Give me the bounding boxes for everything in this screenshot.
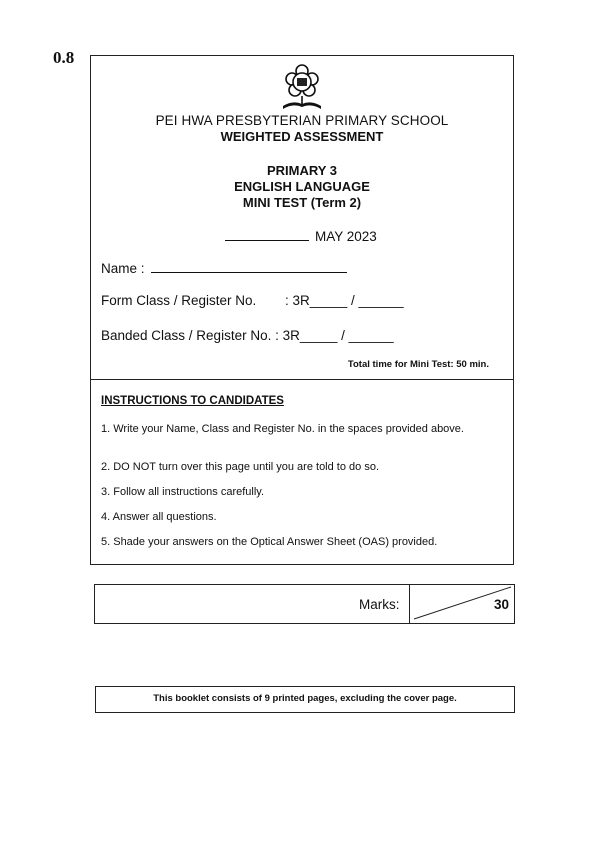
form-class-label: Form Class / Register No.: [101, 293, 257, 308]
marks-total: 30: [493, 597, 509, 612]
total-time: Total time for Mini Test: 50 min.: [347, 359, 489, 370]
form-class-field: [101, 293, 404, 308]
score-annotation: 0.8: [53, 48, 75, 67]
marks-label: Marks:: [359, 597, 400, 612]
instruction-item: 3. Follow all instructions carefully.: [101, 486, 265, 498]
subject-title: ENGLISH LANGUAGE: [234, 179, 370, 194]
marks-cell[interactable]: [409, 585, 515, 623]
name-field: [101, 261, 347, 276]
instruction-item: 2. DO NOT turn over this page until you are told to do so.: [101, 461, 379, 473]
cover-box: [90, 55, 514, 565]
date-line: [225, 229, 377, 244]
instruction-item: 4. Answer all questions.: [101, 511, 217, 523]
instruction-item: 5. Shade your answers on the Optical Answer Sheet (OAS) provided.: [101, 536, 438, 548]
marks-box: [94, 584, 515, 624]
footer-text: This booklet consists of 9 printed pages, excluding the cover page.: [153, 693, 457, 704]
form-class-value[interactable]: : 3R_____ / ______: [285, 293, 404, 308]
school-name: PEI HWA PRESBYTERIAN PRIMARY SCHOOL: [155, 113, 449, 128]
name-label: Name :: [101, 261, 145, 276]
instructions-heading: INSTRUCTIONS TO CANDIDATES: [101, 395, 284, 407]
name-line[interactable]: [151, 262, 347, 273]
level-title: PRIMARY 3: [266, 163, 338, 178]
assessment-title: WEIGHTED ASSESSMENT: [220, 129, 384, 144]
date-text: MAY 2023: [315, 229, 377, 244]
instruction-item: 1. Write your Name, Class and Register No. in the spaces provided above.: [101, 423, 464, 435]
date-blank[interactable]: [225, 229, 309, 241]
footer-box: [95, 686, 515, 713]
divider: [91, 379, 513, 380]
banded-class-field: [101, 328, 394, 343]
school-crest-icon: [279, 60, 325, 112]
test-title: MINI TEST (Term 2): [242, 195, 362, 210]
banded-class-label[interactable]: Banded Class / Register No. : 3R_____ / ______: [101, 328, 394, 343]
